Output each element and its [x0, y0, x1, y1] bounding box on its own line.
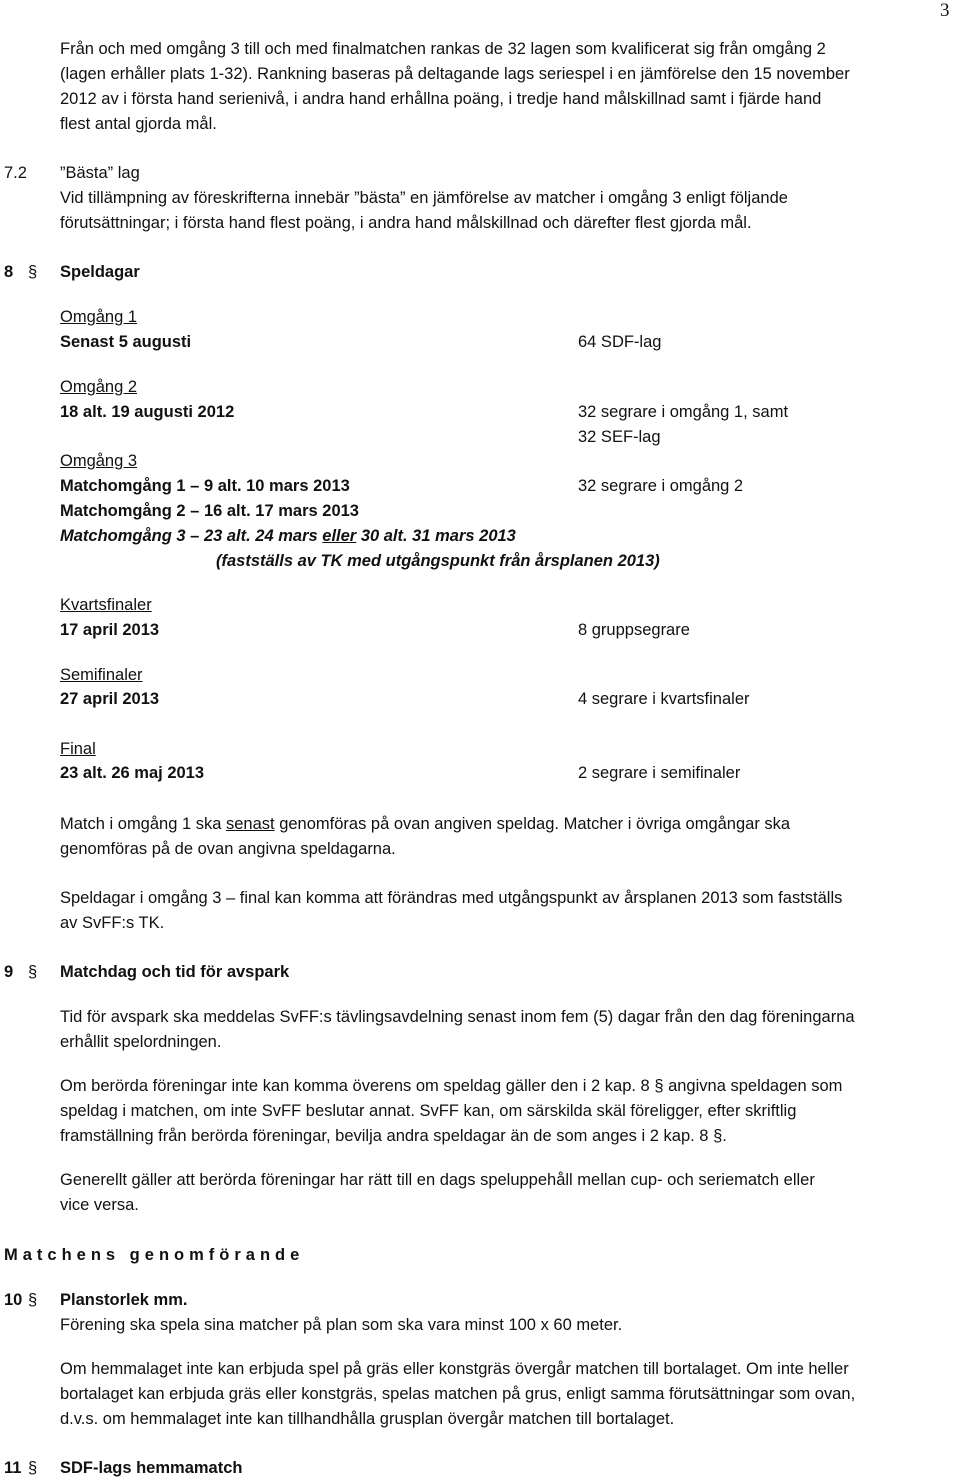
text-line: förutsättningar; i första hand flest poäng, i andra hand målskillnad och därefter flest gjorda mål.	[60, 214, 752, 232]
round-label: Omgång 3	[60, 452, 138, 470]
round-date: Matchomgång 2 – 16 alt. 17 mars 2013	[60, 502, 359, 520]
section-title: SDF-lags hemmamatch	[60, 1459, 243, 1477]
emphasis-eller: eller	[322, 527, 357, 545]
section-number: 11	[4, 1459, 22, 1477]
emphasis-senast: senast	[226, 815, 275, 833]
section-number: 8	[4, 263, 14, 281]
text-line: Från och med omgång 3 till och med finalmatchen rankas de 32 lagen som kvalificerat sig från omgång 2	[60, 40, 826, 58]
text-line: Vid tillämpning av föreskrifterna innebär ”bästa” en jämförelse av matcher i omgång 3 enligt följande	[60, 189, 788, 207]
round-date: 23 alt. 26 maj 2013	[60, 764, 205, 782]
section-number: 9	[4, 963, 14, 981]
round-label: Final	[60, 740, 96, 758]
section-heading: ”Bästa” lag	[60, 164, 140, 182]
round-date: 17 april 2013	[60, 621, 160, 639]
round-note: (fastställs av TK med utgångspunkt från årsplanen 2013)	[216, 552, 660, 570]
text-line: Om berörda föreningar inte kan komma överens om speldag gäller den i 2 kap. 8 § angivna speldagen som	[60, 1077, 843, 1095]
paragraph-sign: §	[28, 963, 38, 981]
text-fragment: genomföras på ovan angiven speldag. Matcher i övriga omgångar ska	[274, 815, 791, 833]
text-line: av SvFF:s TK.	[60, 914, 165, 932]
round-teams: 32 segrare i omgång 2	[578, 477, 744, 495]
round-date: 27 april 2013	[60, 690, 160, 708]
text-line	[60, 815, 790, 834]
round-teams: 4 segrare i kvartsfinaler	[578, 690, 750, 708]
round-label: Semifinaler	[60, 666, 143, 684]
text-line: erhållit spelordningen.	[60, 1033, 222, 1051]
text-line: (lagen erhåller plats 1-32). Rankning baseras på deltagande lags seriespel i en jämförelse den 15 november	[60, 65, 850, 83]
text-line: speldag i matchen, om inte SvFF beslutar annat. SvFF kan, om särskilda skäl föreligger, efter skriftlig	[60, 1102, 797, 1120]
paragraph-sign: §	[28, 1459, 38, 1477]
page-number: 3	[940, 0, 950, 21]
text-line: bortalaget kan erbjuda gräs eller konstgräs, spelas matchen på grus, enligt samma förutsättningar som ovan,	[60, 1385, 856, 1403]
round-label: Kvartsfinaler	[60, 596, 152, 614]
chapter-heading: Matchens genomförande	[4, 1246, 305, 1264]
text-fragment: Match i omgång 1 ska	[60, 815, 226, 833]
round-date: Matchomgång 1 – 9 alt. 10 mars 2013	[60, 477, 350, 495]
round-date: 18 alt. 19 augusti 2012	[60, 403, 235, 421]
round-teams: 32 segrare i omgång 1, samt	[578, 403, 789, 421]
round-teams: 8 gruppsegrare	[578, 621, 690, 639]
text-line: d.v.s. om hemmalaget inte kan tillhandhålla grusplan övergår matchen till bortalaget.	[60, 1410, 675, 1428]
text-fragment: Matchomgång 3 – 23 alt. 24 mars	[60, 527, 323, 545]
round-teams: 2 segrare i semifinaler	[578, 764, 741, 782]
text-line: flest antal gjorda mål.	[60, 115, 217, 133]
section-title: Matchdag och tid för avspark	[60, 963, 290, 981]
section-number: 10	[4, 1291, 23, 1309]
text-line: Tid för avspark ska meddelas SvFF:s tävlingsavdelning senast inom fem (5) dagar från den dag föreningarna	[60, 1008, 855, 1026]
text-line: Speldagar i omgång 3 – final kan komma att förändras med utgångspunkt av årsplanen 2013 som fastställs	[60, 889, 843, 907]
text-fragment: 30 alt. 31 mars 2013	[356, 527, 516, 545]
round-teams: 64 SDF-lag	[578, 333, 662, 351]
round-date: Senast 5 augusti	[60, 333, 192, 351]
round-label: Omgång 1	[60, 308, 138, 326]
text-line: vice versa.	[60, 1196, 139, 1214]
text-line: Om hemmalaget inte kan erbjuda spel på gräs eller konstgräs övergår matchen till bortalaget. Om inte heller	[60, 1360, 849, 1378]
text-line: framställning från berörda föreningar, bevilja andra speldagar än de som anges i 2 kap. 8 §.	[60, 1127, 727, 1145]
paragraph-sign: §	[28, 1291, 38, 1309]
section-title: Speldagar	[60, 263, 140, 281]
round-teams: 32 SEF-lag	[578, 428, 661, 446]
text-line: Generellt gäller att berörda föreningar har rätt till en dags speluppehåll mellan cup- och seriematch eller	[60, 1171, 815, 1189]
section-number: 7.2	[4, 164, 27, 182]
round-label: Omgång 2	[60, 378, 138, 396]
section-title: Planstorlek mm.	[60, 1291, 188, 1309]
paragraph-sign: §	[28, 263, 38, 281]
text-line: genomföras på de ovan angivna speldagarna.	[60, 840, 396, 858]
text-line: 2012 av i första hand serienivå, i andra hand erhållna poäng, i tredje hand målskillnad samt i fjärde hand	[60, 90, 822, 108]
text-line: Förening ska spela sina matcher på plan som ska vara minst 100 x 60 meter.	[60, 1316, 623, 1334]
round-date	[60, 527, 516, 546]
